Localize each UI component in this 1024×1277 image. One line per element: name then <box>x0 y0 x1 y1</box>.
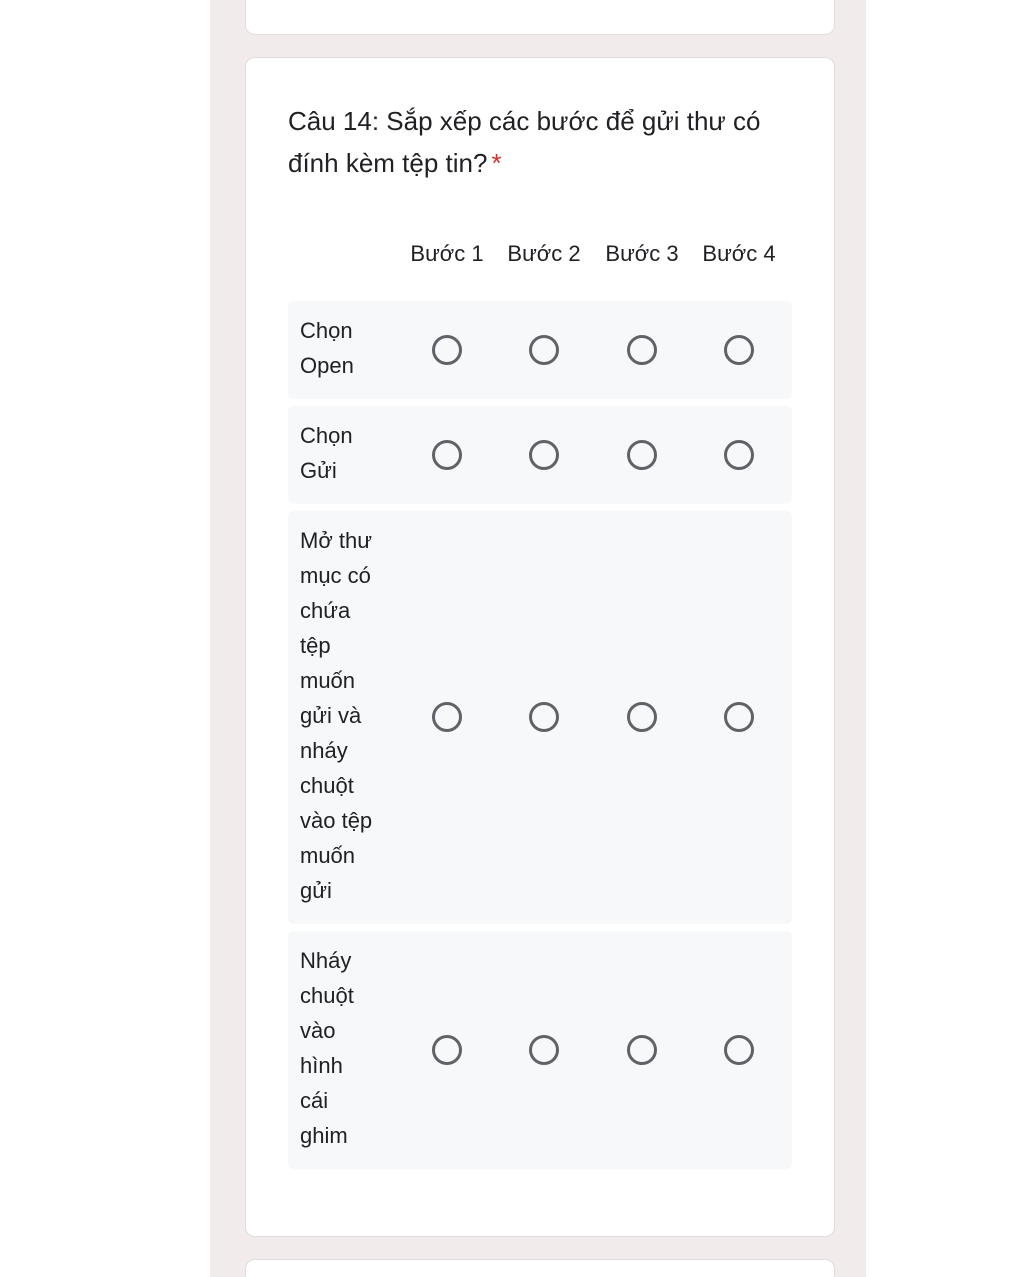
column-header-step-3: Bước 3 <box>605 241 679 266</box>
question-title <box>288 100 798 184</box>
radio-row2-step3[interactable] <box>627 440 657 470</box>
radio-row1-step1[interactable] <box>432 335 462 365</box>
column-header-step-4: Bước 4 <box>702 241 776 266</box>
radio-row1-step2[interactable] <box>529 335 559 365</box>
grid-row-nhay-chuot-ghim <box>288 931 792 1169</box>
radio-row1-step3[interactable] <box>627 335 657 365</box>
radio-row3-step1[interactable] <box>432 702 462 732</box>
grid-row-chon-open <box>288 301 792 399</box>
radio-row4-step1[interactable] <box>432 1035 462 1065</box>
grid-column-headers <box>288 233 792 301</box>
grid-row-chon-gui <box>288 406 792 504</box>
radio-row3-step4[interactable] <box>724 702 754 732</box>
column-header-step-2: Bước 2 <box>507 241 581 266</box>
radio-row3-step2[interactable] <box>529 702 559 732</box>
grid-row-label: Nháy chuột vào hình cái ghim <box>300 948 354 1148</box>
choice-grid <box>288 233 792 1176</box>
radio-row2-step2[interactable] <box>529 440 559 470</box>
grid-row-label: Mở thư mục có chứa tệp muốn gửi và nháy chuột vào tệp muốn gửi <box>300 528 373 903</box>
question-title-text: Câu 14: Sắp xếp các bước để gửi thư có đính kèm tệp tin? <box>288 106 761 178</box>
radio-row4-step4[interactable] <box>724 1035 754 1065</box>
radio-row3-step3[interactable] <box>627 702 657 732</box>
radio-row4-step2[interactable] <box>529 1035 559 1065</box>
required-asterisk: * <box>491 148 502 178</box>
previous-question-card <box>245 0 835 35</box>
radio-row2-step4[interactable] <box>724 440 754 470</box>
radio-row2-step1[interactable] <box>432 440 462 470</box>
grid-row-label: Chọn Gửi <box>300 423 353 483</box>
column-header-step-1: Bước 1 <box>410 241 484 266</box>
question-card <box>245 57 835 1237</box>
next-question-card <box>245 1259 835 1277</box>
grid-row-label: Chọn Open <box>300 318 354 378</box>
grid-row-mo-thu-muc <box>288 511 792 924</box>
radio-row1-step4[interactable] <box>724 335 754 365</box>
radio-row4-step3[interactable] <box>627 1035 657 1065</box>
